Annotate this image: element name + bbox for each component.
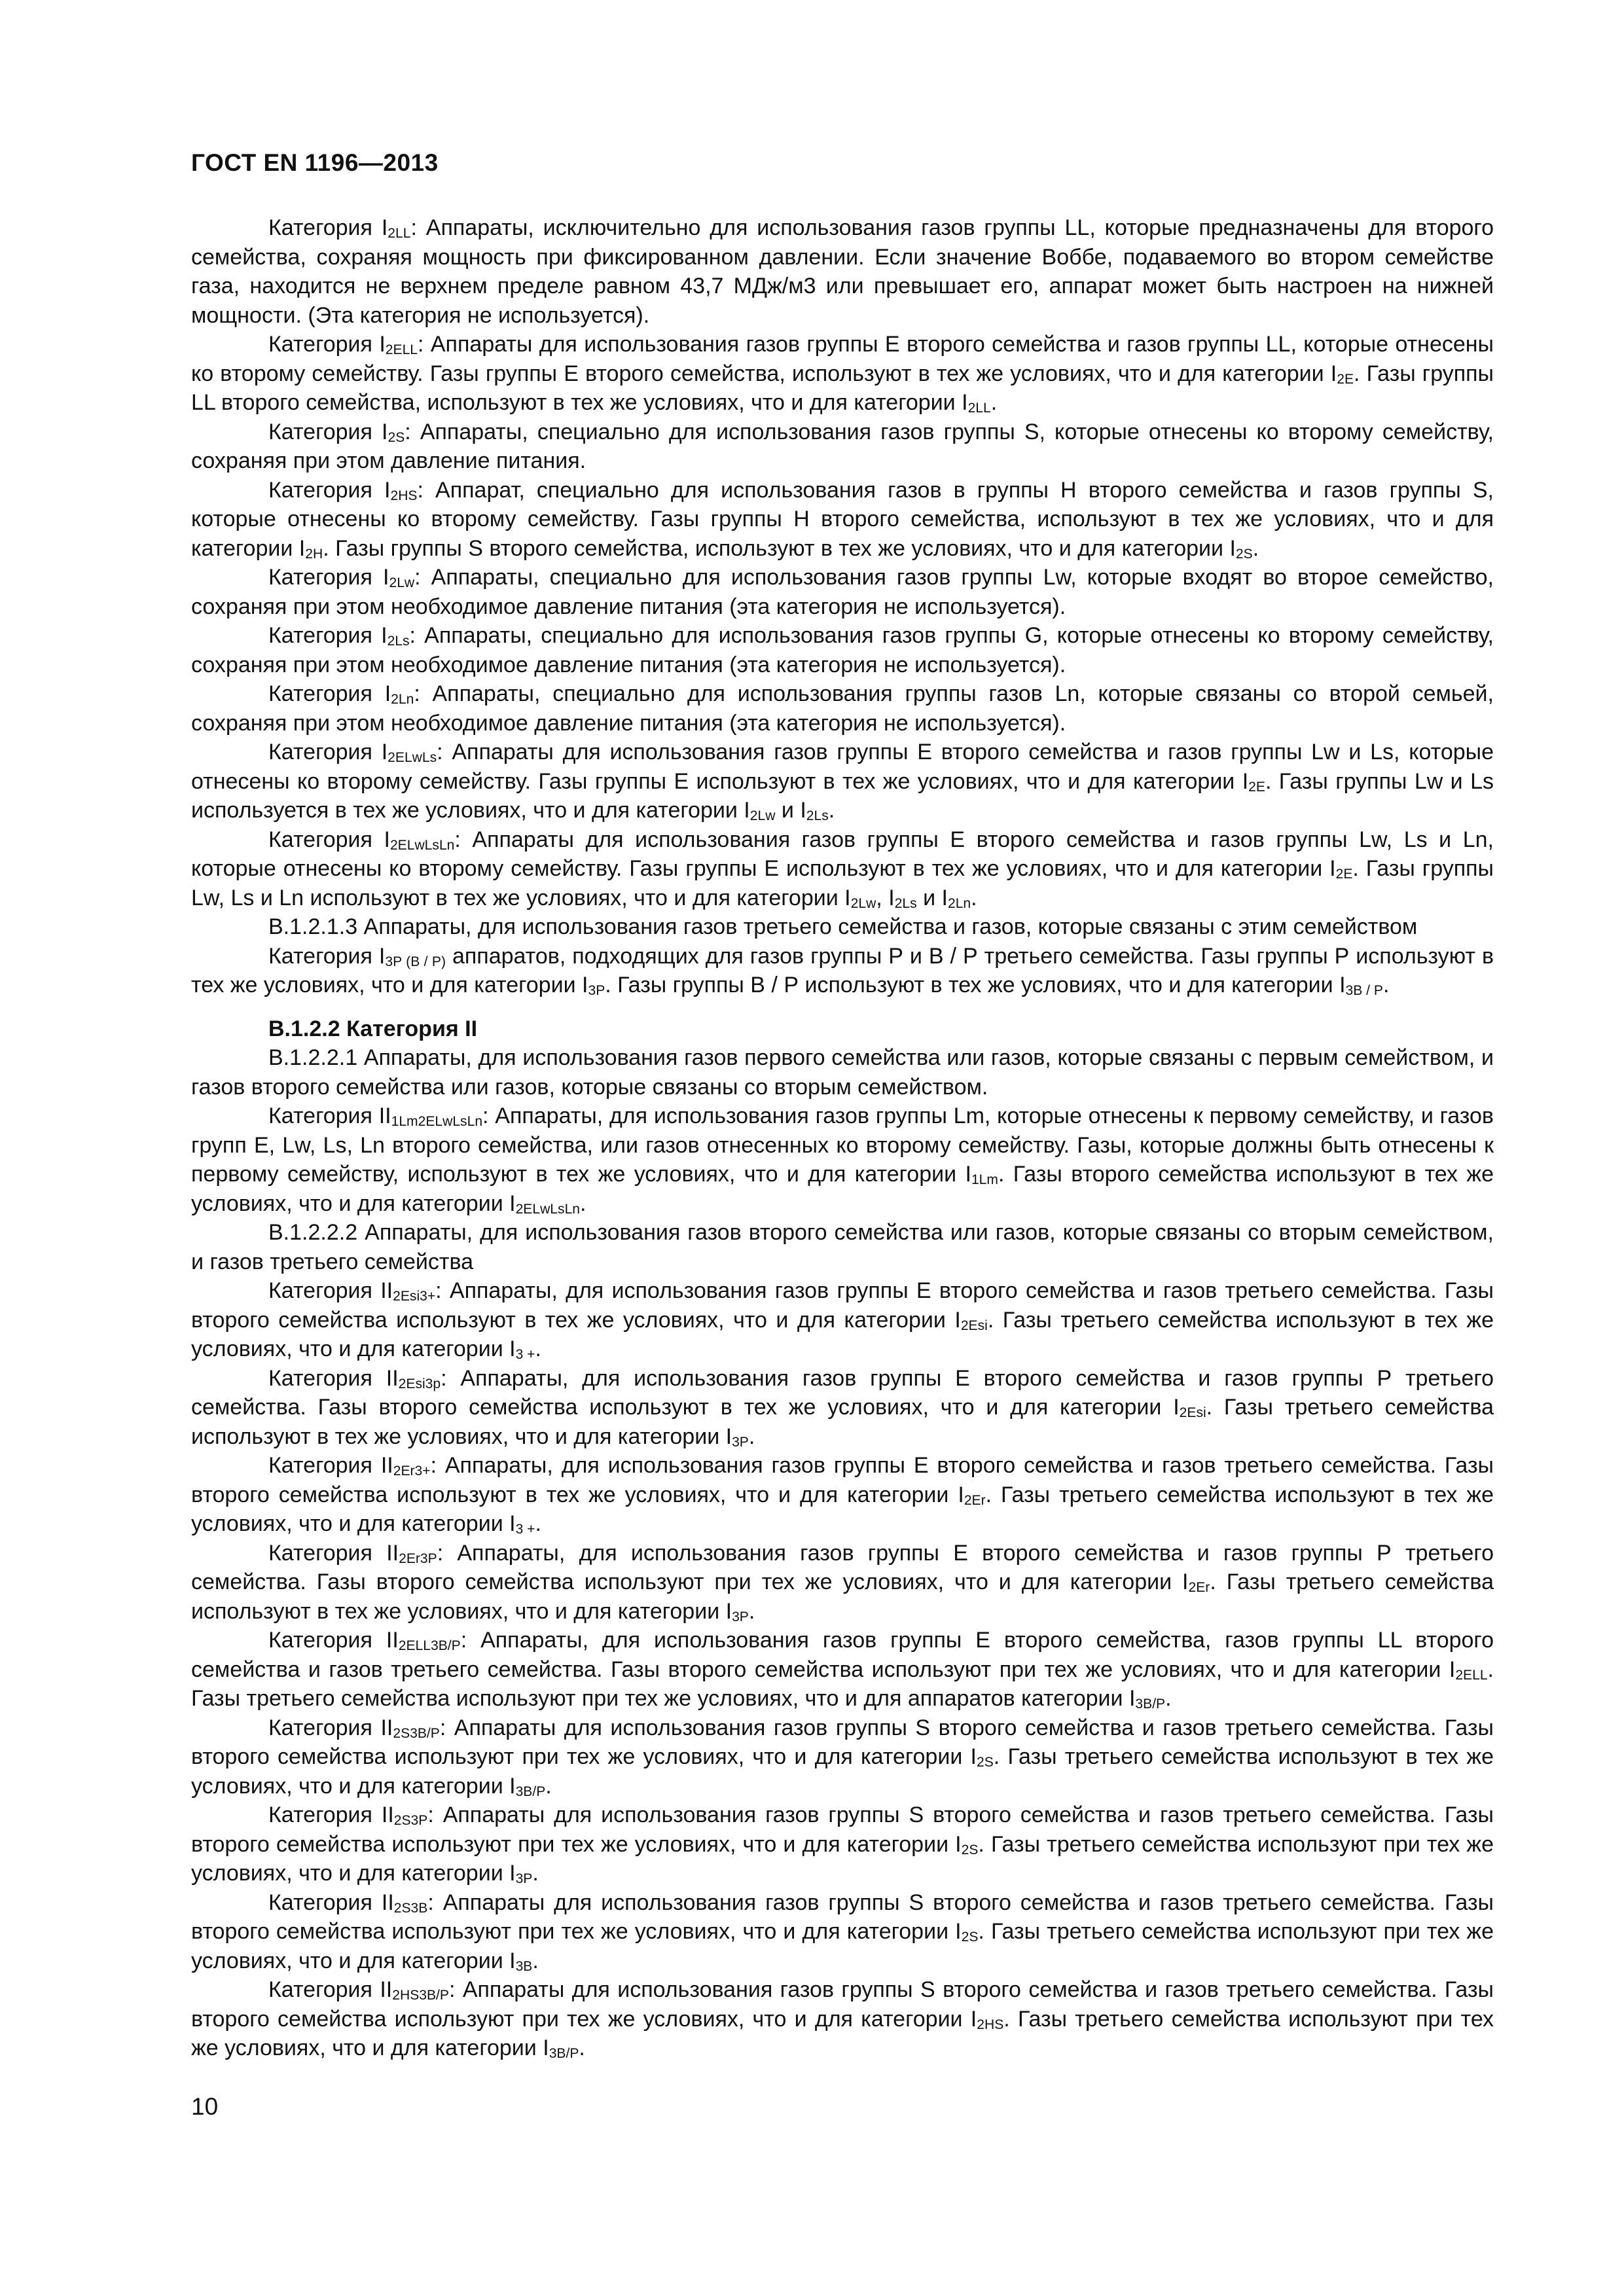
- paragraph: [191, 476, 1494, 564]
- category-subscript: 2Ln: [391, 691, 414, 707]
- paragraph-text: .: [535, 1511, 541, 1536]
- paragraph-text: .: [1165, 1686, 1172, 1711]
- category-subscript: 3P: [515, 1871, 533, 1886]
- paragraph-text: . Газы группы Lw и Ls используется в тех же условиях, что и для категории I: [191, 768, 1494, 823]
- paragraph-text: В.1.2.2.1 Аппараты, для использования газов первого семейства или газов, которые связаны с первым семейством, и газов второго семейства или газов, которые связаны со вторым семейством.: [191, 1045, 1494, 1100]
- category-subscript: 2E: [1248, 779, 1265, 795]
- paragraph: [191, 621, 1494, 679]
- paragraph-text: : Аппараты, специально для использования газов группы S, которые отнесены ко второму семейству, сохраняя при этом давление питания.: [191, 419, 1494, 473]
- paragraph-text: .: [828, 798, 835, 823]
- category-subscript: 2S: [1235, 546, 1253, 562]
- category-subscript: 2ELwLsLn: [515, 1201, 581, 1217]
- paragraph-text: : Аппараты для использования газов группы S второго семейства и газов третьего семейства. Газы второго семейства используют при тех же условиях, что и для категории I: [191, 1890, 1494, 1944]
- document-body: [191, 213, 1494, 2063]
- paragraph: [191, 1801, 1494, 1888]
- paragraph: [191, 1276, 1494, 1364]
- paragraph-text: Категория II: [268, 1715, 393, 1740]
- category-subscript: 2ELL: [385, 342, 418, 357]
- category-subscript: 2LL: [967, 400, 991, 416]
- paragraph: [191, 1626, 1494, 1713]
- paragraph: [191, 825, 1494, 913]
- category-subscript: 3P: [588, 982, 605, 998]
- paragraph-text: : Аппараты, специально для использования газов группы Lw, которые входят во второе семейство, сохраняя при этом необходимое давление питания (эта категория не используется).: [191, 565, 1494, 619]
- paragraph-text: . Газы третьего семейства используют в тех же условиях, что и для категории I: [191, 1482, 1494, 1536]
- paragraph: [191, 563, 1494, 621]
- paragraph-text: : Аппарат, специально для использования газов в группы Н второго семейства и газов группы S, которые отнесены ко второму семейству. Газы группы Н второго семейства, используют в тех же условиях, что и для категории I: [191, 477, 1494, 561]
- paragraph: [191, 1539, 1494, 1626]
- paragraph-text: : Аппараты для использования газов группы Е второго семейства и газов группы LL, которые отнесены ко второму семейству. Газы группы Е второго семейства, используют в тех же условиях, что и для категории I: [191, 332, 1494, 386]
- paragraph-text: : Аппараты, для использования газов группы Е второго семейства и газов третьего семейства. Газы второго семейства используют в тех же условиях, что и для категории I: [191, 1453, 1494, 1507]
- paragraph-text: . Газы третьего семейства используют при тех же условиях, что и для категории I: [191, 1919, 1494, 1973]
- category-subscript: 1Lm: [971, 1172, 998, 1187]
- paragraph-text: В.1.2.2 Категория II: [268, 1016, 478, 1041]
- paragraph: [191, 1102, 1494, 1218]
- paragraph: [191, 942, 1494, 1000]
- paragraph-text: Категория II: [268, 1453, 393, 1478]
- category-subscript: 2ELwLs: [388, 749, 437, 765]
- paragraph-text: . Газы второго семейства используют в тех же условиях, что и для категории I: [191, 1162, 1494, 1216]
- paragraph-text: : Аппараты, для использования газов группы Е второго семейства, газов группы LL второго семейства и газов третьего семейства. Газы второго семейства используют при тех же условиях, что и для категории I: [191, 1628, 1494, 1682]
- paragraph-text: : Аппараты, для использования газов группы Е второго семейства и газов группы Р третьего семейства. Газы второго семейства используют в тех же условиях, что и для категории I: [191, 1365, 1494, 1420]
- paragraph-text: : Аппараты для использования газов группы S второго семейства и газов третьего семейства. Газы второго семейства используют при тех же условиях, что и для категории I: [191, 1977, 1494, 2032]
- category-subscript: 2S: [388, 429, 405, 445]
- category-subscript: 3P: [732, 1609, 749, 1624]
- paragraph-text: Категория II: [268, 1103, 391, 1128]
- paragraph-text: . Газы третьего семейства используют в тех же условиях, что и для категории I: [191, 1570, 1494, 1624]
- paragraph-text: Категория I: [268, 681, 391, 706]
- page-number: 10: [191, 2093, 219, 2120]
- paragraph-text: . Газы третьего семейства используют при тех же условиях, что и для категории I: [191, 2006, 1494, 2060]
- paragraph: [191, 679, 1494, 738]
- category-subscript: 3P: [732, 1434, 749, 1450]
- paragraph-text: .: [1252, 535, 1259, 561]
- category-subscript: 2H: [305, 546, 323, 562]
- paragraph-text: В.1.2.2.2 Аппараты, для использования газов второго семейства или газов, которые связаны со вторым семейством, и газов третьего семейства: [191, 1220, 1494, 1274]
- paragraph-text: .: [545, 1773, 552, 1799]
- paragraph-text: . Газы третьего семейства используют при тех же условиях, что и для категории I: [191, 1831, 1494, 1886]
- category-subscript: 2Ls: [806, 808, 829, 823]
- category-subscript: 3B/P: [1135, 1696, 1166, 1712]
- paragraph-text: .: [535, 1336, 541, 1361]
- paragraph: [191, 213, 1494, 330]
- category-subscript: 2E: [1337, 371, 1354, 387]
- paragraph-text: .: [748, 1424, 755, 1449]
- category-subscript: 2ELL: [1455, 1667, 1488, 1683]
- paragraph-text: В.1.2.1.3 Аппараты, для использования газов третьего семейства и газов, которые связаны с этим семейством: [268, 914, 1418, 939]
- paragraph-text: . Газы третьего семейства используют при тех же условиях, что и для аппаратов категории I: [191, 1657, 1494, 1711]
- category-subscript: 2Er: [964, 1492, 986, 1508]
- paragraph-text: аппаратов, подходящих для газов группы Р и В / Р третьего семейства. Газы группы Р используют в тех же условиях, что и для категории I: [191, 943, 1494, 997]
- category-subscript: 3P (B / P): [385, 954, 446, 969]
- paragraph: [191, 330, 1494, 418]
- document-header: ГОСТ EN 1196—2013: [191, 149, 439, 176]
- paragraph-text: Категория II: [268, 1365, 399, 1391]
- paragraph-text: : Аппараты для использования газов группы Е второго семейства и газов группы Lw и Ls, которые отнесены ко второму семейству. Газы группы Е используют в тех же условиях, что и для категории I: [191, 740, 1494, 794]
- category-subscript: 2ELwLsLn: [389, 837, 455, 853]
- category-subscript: 2S: [961, 1929, 979, 1945]
- paragraph-text: .: [971, 885, 977, 910]
- paragraph-text: : Аппараты, для использования газов группы Е второго семейства и газов третьего семейства. Газы второго семейства используют в тех же условиях, что и для категории I: [191, 1278, 1494, 1333]
- paragraph-text: : Аппараты, для использования газов группы Е второго семейства и газов группы Р третьего семейства. Газы второго семейства используют при тех же условиях, что и для категории I: [191, 1540, 1494, 1594]
- category-subscript: 3B / P: [1345, 982, 1383, 998]
- category-subscript: 2E: [1335, 866, 1353, 882]
- category-subscript: 2ELL3B/P: [398, 1638, 461, 1653]
- category-subscript: 2HS3B/P: [392, 1987, 449, 2003]
- paragraph-text: .: [990, 390, 998, 415]
- category-subscript: 2Esi3+: [393, 1288, 436, 1304]
- category-subscript: 2Ls: [387, 633, 410, 649]
- category-subscript: 3B/P: [549, 2045, 579, 2061]
- category-subscript: 2HS: [977, 2017, 1004, 2032]
- category-subscript: 2Esi: [960, 1318, 988, 1333]
- category-subscript: 2Ls: [894, 895, 917, 911]
- paragraph-text: : Аппараты для использования газов группы Е второго семейства и газов группы Lw, Ls и Ln, которые отнесены ко второму семейству. Газы группы Е используют в тех же условиях, что и для категории I: [191, 827, 1494, 881]
- paragraph: [191, 1364, 1494, 1452]
- paragraph-text: Категория II: [268, 1803, 394, 1827]
- category-subscript: 2Er3P: [399, 1551, 437, 1566]
- paragraph-text: и I: [916, 885, 948, 910]
- paragraph-text: Категория II: [268, 1628, 399, 1653]
- paragraph-text: . Газы третьего семейства используют в тех же условиях, что и для категории I: [191, 1395, 1494, 1449]
- paragraph-text: . Газы группы В / Р используют в тех же условиях, что и для категории I: [605, 973, 1346, 997]
- paragraph-text: Категория II: [268, 1540, 399, 1566]
- paragraph-text: Категория II: [268, 1977, 393, 2002]
- paragraph: [191, 1975, 1494, 2063]
- paragraph-text: Категория I: [268, 215, 388, 240]
- paragraph-text: . Газы группы LL второго семейства, используют в тех же условиях, что и для категории I: [191, 361, 1494, 415]
- category-subscript: 3B/P: [515, 1784, 546, 1799]
- category-subscript: 3B: [515, 1958, 533, 1974]
- paragraph-text: Категория I: [268, 332, 386, 357]
- paragraph-text: Категория I: [268, 623, 388, 648]
- paragraph-text: и I: [775, 798, 806, 823]
- paragraph-text: . Газы группы S второго семейства, используют в тех же условиях, что и для категории I: [323, 535, 1236, 561]
- paragraph-text: Категория II: [268, 1278, 393, 1303]
- paragraph-text: Категория II: [268, 1890, 394, 1915]
- category-subscript: 2HS: [390, 488, 418, 503]
- paragraph-text: : Аппараты, специально для использования группы газов Ln, которые связаны со второй семьей, сохраняя при этом необходимое давление питания (эта категория не используется).: [191, 681, 1494, 736]
- category-subscript: 2S: [977, 1754, 994, 1770]
- paragraph: [191, 1218, 1494, 1276]
- category-subscript: 2Lw: [749, 808, 776, 823]
- paragraph-text: .: [748, 1598, 755, 1624]
- category-subscript: 2S: [961, 1842, 979, 1857]
- paragraph-text: .: [580, 1191, 586, 1216]
- paragraph: [191, 912, 1494, 942]
- category-subscript: 2Lw: [389, 575, 415, 590]
- paragraph-text: .: [579, 2036, 585, 2060]
- category-subscript: 2Lw: [850, 895, 876, 911]
- paragraph-text: , I: [876, 885, 895, 910]
- paragraph-text: : Аппараты, специально для использования газов группы G, которые отнесены ко второму семейству, сохраняя при этом необходимое давление питания (эта категория не используется).: [191, 623, 1494, 677]
- category-subscript: 2Esi3p: [398, 1376, 441, 1391]
- paragraph-text: Категория I: [268, 740, 388, 764]
- paragraph-text: Категория I: [268, 477, 391, 503]
- category-subscript: 2S3P: [393, 1812, 428, 1828]
- paragraph-text: Категория I: [268, 827, 390, 852]
- paragraph-text: .: [532, 1861, 539, 1886]
- category-subscript: 2Esi: [1179, 1405, 1206, 1420]
- paragraph-text: .: [532, 1948, 539, 1973]
- paragraph-text: Категория I: [268, 419, 388, 444]
- paragraph-text: : Аппараты, для использования газов группы Lm, которые отнесены к первому семейству, и газов групп Е, Lw, Ls, Ln второго семейства, или газов отнесенных ко второму семейству. Газы, которые должны быть отнесены к первому семейству, используют в тех же условиях, что и для категории I: [191, 1103, 1494, 1187]
- paragraph-text: : Аппараты, исключительно для использования газов группы LL, которые предназначены для второго семейства, сохраняя мощность при фиксированном давлении. Если значение Воббе, подаваемого во втором семействе газа, находится не верхнем пределе равном 43,7 МДж/м3 или превышает его, аппарат может быть настроен на нижней мощности. (Эта категория не используется).: [191, 215, 1494, 328]
- paragraph: [191, 1043, 1494, 1102]
- category-subscript: 2LL: [388, 225, 411, 241]
- paragraph: [191, 418, 1494, 476]
- paragraph-text: .: [1382, 973, 1390, 997]
- paragraph: [191, 1713, 1494, 1801]
- category-subscript: 3 +: [515, 1521, 535, 1537]
- paragraph-text: Категория I: [268, 943, 386, 969]
- paragraph-text: . Газы группы Lw, Ls и Ln используют в тех же условиях, что и для категории I: [191, 856, 1494, 910]
- section-heading: [191, 1014, 1494, 1044]
- category-subscript: 1Lm2ELwLsLn: [391, 1113, 483, 1129]
- paragraph-text: . Газы третьего семейства используют в тех же условиях, что и для категории I: [191, 1307, 1494, 1361]
- paragraph-text: . Газы третьего семейства используют в тех же условиях, что и для категории I: [191, 1744, 1494, 1799]
- category-subscript: 3 +: [515, 1346, 535, 1362]
- paragraph: [191, 1451, 1494, 1539]
- category-subscript: 2Ln: [947, 895, 971, 911]
- category-subscript: 2Er: [1188, 1579, 1210, 1595]
- paragraph-text: : Аппараты для использования газов группы S второго семейства и газов третьего семейства. Газы второго семейства используют при тех же условиях, что и для категории I: [191, 1715, 1494, 1769]
- paragraph-text: Категория I: [268, 565, 389, 590]
- category-subscript: 2Er3+: [393, 1463, 431, 1479]
- paragraph: [191, 738, 1494, 825]
- category-subscript: 2S3B/P: [393, 1725, 440, 1741]
- paragraph-text: : Аппараты для использования газов группы S второго семейства и газов третьего семейства. Газы второго семейства используют при тех же условиях, что и для категории I: [191, 1803, 1494, 1857]
- paragraph: [191, 1888, 1494, 1976]
- category-subscript: 2S3B: [393, 1900, 428, 1916]
